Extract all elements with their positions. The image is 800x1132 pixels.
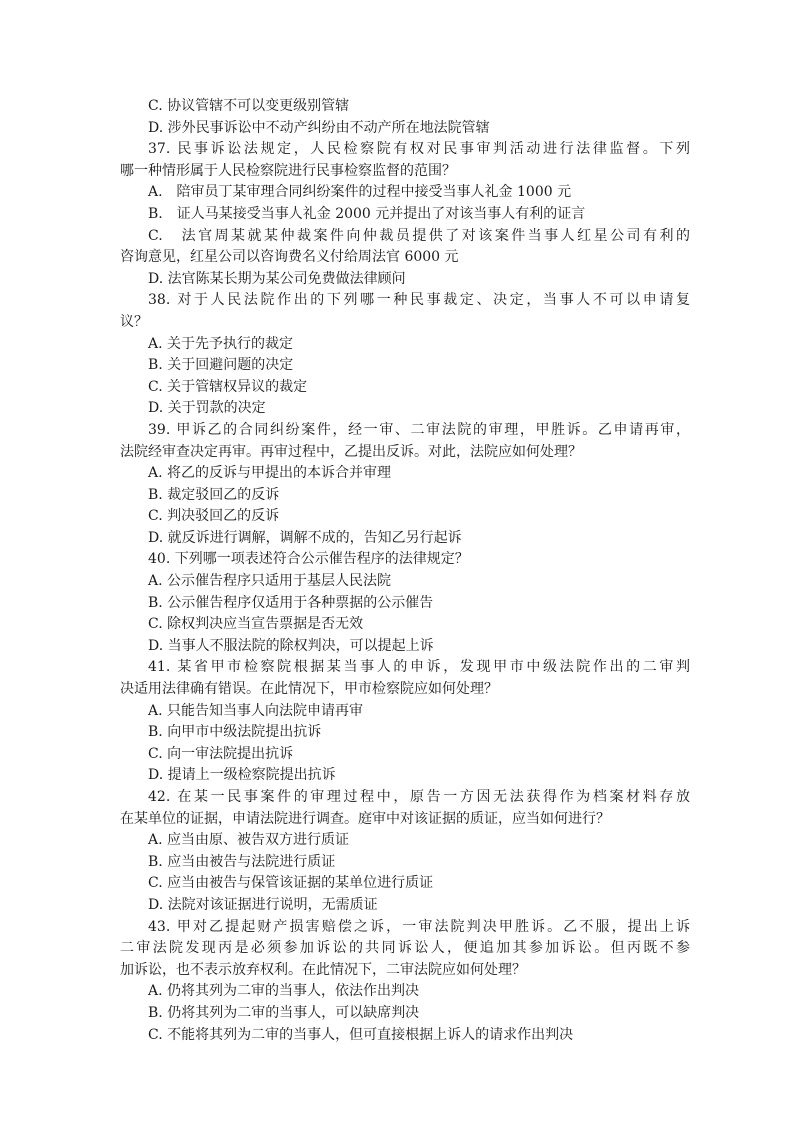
text-line: C. 关于管辖权异议的裁定 xyxy=(148,378,308,395)
text-line: 哪一种情形属于人民检察院进行民事检察监督的范围？ xyxy=(120,162,456,179)
text-line: A. 关于先予执行的裁定 xyxy=(148,335,294,352)
text-line: B. 裁定驳回乙的反诉 xyxy=(148,486,280,503)
text-line: B. 向甲市中级法院提出抗诉 xyxy=(148,724,322,741)
text-line: C. 应当由被告与保管该证据的某单位进行质证 xyxy=(148,875,434,892)
text-line: A. 公示催告程序只适用于基层人民法院 xyxy=(148,573,392,590)
text-line: C. 协议管辖不可以变更级别管辖 xyxy=(148,98,350,114)
text-line: 法院经审查决定再审。再审过程中，乙提出反诉。对此，法院应如何处理？ xyxy=(120,443,582,460)
text-line: A. 应当由原、被告双方进行质证 xyxy=(148,832,350,849)
text-line: B. 仍将其列为二审的当事人，可以缺席判决 xyxy=(148,1004,420,1021)
text-line: D. 法官陈某长期为某公司免费做法律顾问 xyxy=(148,270,406,287)
text-line: 在某单位的证据，申请法院进行调查。庭审中对该证据的质证，应当如何进行？ xyxy=(120,810,610,827)
text-line: 咨询意见，红星公司以咨询费名义付给周法官 6000 元 xyxy=(120,249,459,266)
text-line: 41. 某省甲市检察院根据某当事人的申诉，发现甲市中级法院作出的二审判 xyxy=(148,659,690,676)
text-line: 加诉讼，也不表示放弃权利。在此情况下，二审法院应如何处理？ xyxy=(120,961,526,978)
document-body xyxy=(120,96,690,1046)
text-line: D. 提请上一级检察院提出抗诉 xyxy=(148,767,336,784)
text-line: D. 涉外民事诉讼中不动产纠纷由不动产所在地法院管辖 xyxy=(148,119,490,136)
text-line: 38. 对于人民法院作出的下列哪一种民事裁定、决定，当事人不可以申请复 xyxy=(148,292,690,309)
text-line: 42. 在某一民事案件的审理过程中，原告一方因无法获得作为档案材料存放 xyxy=(148,789,690,805)
text-line: B. 证人马某接受当事人礼金 2000 元并提出了对该当事人有利的证言 xyxy=(148,205,586,222)
text-line: B. 关于回避问题的决定 xyxy=(148,357,294,374)
text-line: A. 陪审员丁某审理合同纠纷案件的过程中接受当事人礼金 1000 元 xyxy=(148,184,572,201)
text-line: C. 不能将其列为二审的当事人，但可直接根据上诉人的请求作出判决 xyxy=(148,1026,574,1043)
text-line: A. 仍将其列为二审的当事人，依法作出判决 xyxy=(148,983,420,1000)
text-line: A. 只能告知当事人向法院申请再审 xyxy=(148,702,364,719)
text-line: B. 公示催告程序仅适用于各种票据的公示催告 xyxy=(148,594,434,611)
text-line: C. 向一审法院提出抗诉 xyxy=(148,745,294,762)
text-line: 43. 甲对乙提起财产损害赔偿之诉，一审法院判决甲胜诉。乙不服，提出上诉 xyxy=(148,918,690,935)
text-line: 二审法院发现丙是必须参加诉讼的共同诉讼人，便追加其参加诉讼。但丙既不参 xyxy=(120,940,690,957)
text-line: D. 法院对该证据进行说明，无需质证 xyxy=(148,896,378,913)
text-line: D. 当事人不服法院的除权判决，可以提起上诉 xyxy=(148,637,434,654)
text-line: B. 应当由被告与法院进行质证 xyxy=(148,853,336,870)
text-line: D. 关于罚款的决定 xyxy=(148,400,266,417)
text-line: 议？ xyxy=(120,313,148,330)
text-line: C. 法官周某就某仲裁案件向仲裁员提供了对该案件当事人红星公司有利的 xyxy=(148,227,690,244)
text-line: A. 将乙的反诉与甲提出的本诉合并审理 xyxy=(148,465,392,482)
text-line: 40. 下列哪一项表述符合公示催告程序的法律规定？ xyxy=(148,551,469,568)
text-line: D. 就反诉进行调解，调解不成的，告知乙另行起诉 xyxy=(148,529,462,546)
text-line: 39. 甲诉乙的合同纠纷案件，经一审、二审法院的审理，甲胜诉。乙申请再审， xyxy=(148,421,690,438)
text-line: C. 判决驳回乙的反诉 xyxy=(148,508,280,525)
text-line: 37. 民事诉讼法规定，人民检察院有权对民事审判活动进行法律监督。下列 xyxy=(148,141,690,158)
text-line: 决适用法律确有错误。在此情况下，甲市检察院应如何处理？ xyxy=(120,681,498,698)
text-line: C. 除权判决应当宣告票据是否无效 xyxy=(148,616,364,633)
